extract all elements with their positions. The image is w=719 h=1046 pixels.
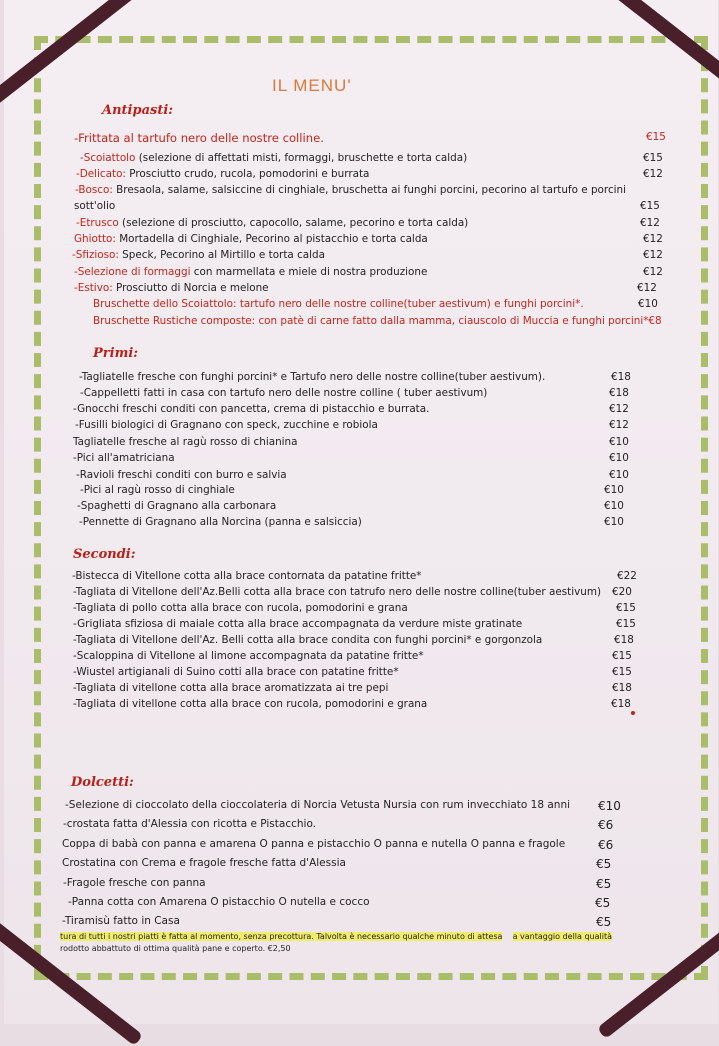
secondi-item-price: €18	[612, 682, 632, 694]
primi-item-name: -Tagliatelle fresche con funghi porcini* e Tartufo nero delle nostre colline(tuber aestivum).	[79, 371, 546, 383]
antipasti-item-price: €12	[643, 249, 663, 261]
antipasti-item-name: -Estivo: Prosciutto di Norcia e melone	[74, 282, 269, 294]
primi-item-price: €10	[609, 436, 629, 448]
dolcetti-item-price: €6	[598, 838, 614, 852]
antipasti-item-price: €15	[643, 152, 663, 164]
primi-item-price: €10	[604, 516, 624, 528]
antipasti-item-price: €12	[643, 168, 663, 180]
secondi-item-name: -Tagliata di Vitellone dell'Az. Belli cotta alla brace condita con funghi porcini* e gorgonzola	[73, 634, 543, 646]
primi-item-price: €10	[604, 484, 624, 496]
secondi-item	[0, 586, 719, 602]
secondi-item-name: -Tagliata di Vitellone dell'Az.Belli cotta alla brace con tatrufo nero delle nostre colline(tuber aestivum)	[73, 586, 601, 598]
primi-item	[0, 419, 719, 435]
primi-item-name: Tagliatelle fresche al ragù rosso di chianina	[73, 436, 298, 448]
secondi-item	[0, 634, 719, 650]
antipasti-item-name: -Etrusco (selezione di prosciutto, capocollo, salame, pecorino e torta calda)	[76, 217, 469, 229]
antipasti-item	[0, 152, 719, 168]
footer-line1-tail: a vantaggio della qualità	[512, 932, 612, 941]
secondi-item-price: €20	[612, 586, 632, 598]
primi-item	[0, 387, 719, 403]
antipasti-item	[0, 200, 719, 216]
primi-item	[0, 371, 719, 387]
primi-item	[0, 469, 719, 485]
secondi-item	[0, 682, 719, 698]
primi-item-price: €10	[609, 452, 629, 464]
antipasti-item	[0, 168, 719, 184]
antipasti-item	[0, 184, 719, 200]
secondi-item-name: -Tagliata di vitellone cotta alla brace aromatizzata ai tre pepi	[73, 682, 389, 694]
dolcetti-item-price: €5	[596, 877, 612, 891]
footer-line1-highlight: tura di tutti i nostri piatti è fatta al momento, senza precottura. Talvolta è necessario qualche minuto di attesa	[60, 932, 503, 941]
secondi-item-name: -Tagliata di pollo cotta alla brace con rucola, pomodorini e grana	[73, 602, 408, 614]
secondi-item	[0, 650, 719, 666]
section-dolcetti: Dolcetti:	[71, 775, 134, 790]
secondi-item-name: -Tagliata di vitellone cotta alla brace con rucola, pomodorini e grana	[73, 698, 428, 710]
antipasti-item-price: €15	[646, 131, 666, 143]
secondi-item-price: €15	[616, 618, 636, 630]
section-primi: Primi:	[93, 346, 139, 361]
dolcetti-item	[0, 818, 719, 834]
antipasti-item-price: €15	[640, 200, 660, 212]
secondi-item-price: €15	[616, 602, 636, 614]
dolcetti-item-name: Crostatina con Crema e fragole fresche fatta d'Alessia	[62, 857, 346, 869]
primi-item-name: -Pici al ragù rosso di cinghiale	[80, 484, 235, 496]
dolcetti-item	[0, 857, 719, 873]
secondi-item-name: -Wiustel artigianali di Suino cotti alla brace con patatine fritte*	[73, 666, 399, 678]
antipasti-item-name: -Scoiattolo (selezione di affettati misti, formaggi, bruschette e torta calda)	[80, 152, 468, 164]
footer-note	[60, 932, 612, 953]
dolcetti-item-price: €10	[598, 799, 621, 813]
dolcetti-item	[0, 877, 719, 893]
secondi-item-price: €18	[611, 698, 631, 710]
antipasti-item	[0, 282, 719, 298]
secondi-item-price: €18	[614, 634, 634, 646]
dolcetti-item-name: -Fragole fresche con panna	[63, 877, 206, 889]
primi-item-name: -Cappelletti fatti in casa con tartufo nero delle nostre colline ( tuber aestivum)	[80, 387, 488, 399]
dolcetti-item-name: Coppa di babà con panna e amarena O panna e pistacchio O panna e nutella O panna e fragole	[62, 838, 566, 850]
primi-item	[0, 403, 719, 419]
antipasti-item-price: €12	[643, 266, 663, 278]
dolcetti-item-name: -Tiramisù fatto in Casa	[62, 915, 180, 927]
primi-item	[0, 452, 719, 468]
primi-item-name: -Pici all'amatriciana	[73, 452, 175, 464]
primi-item-name: -Ravioli freschi conditi con burro e salvia	[76, 469, 287, 481]
menu-title: IL MENU'	[272, 76, 352, 95]
antipasti-item	[0, 233, 719, 249]
antipasti-item-name: Bruschette Rustiche composte: con patè di carne fatto dalla mamma, ciauscolo di Muccia e funghi porcini*€8	[93, 315, 662, 327]
secondi-item-name: -Bistecca di Vitellone cotta alla brace contornata da patatine fritte*	[72, 570, 422, 582]
antipasti-item	[0, 298, 719, 314]
secondi-item	[0, 602, 719, 618]
dolcetti-item	[0, 838, 719, 854]
antipasti-item	[0, 131, 719, 147]
antipasti-item-name: -Delicato: Prosciutto crudo, rucola, pomodorini e burrata	[76, 168, 370, 180]
section-secondi: Secondi:	[73, 547, 136, 562]
antipasti-item-name: sott'olio	[74, 200, 116, 212]
primi-item-name: -Pennette di Gragnano alla Norcina (panna e salsiccia)	[79, 516, 362, 528]
antipasti-item-price: €12	[637, 282, 657, 294]
antipasti-item-price: €10	[638, 298, 658, 310]
antipasti-item-name: Ghiotto: Mortadella di Cinghiale, Pecorino al pistacchio e torta calda	[74, 233, 428, 245]
secondi-item-price: €15	[612, 650, 632, 662]
primi-item-price: €12	[609, 403, 629, 415]
secondi-item	[0, 698, 719, 714]
antipasti-item-name: -Selezione di formaggi con marmellata e miele di nostra produzione	[74, 266, 428, 278]
dolcetti-item-price: €5	[596, 857, 612, 871]
primi-item	[0, 484, 719, 500]
secondi-item	[0, 666, 719, 682]
primi-item-name: -Gnocchi freschi conditi con pancetta, crema di pistacchio e burrata.	[73, 403, 430, 415]
footer-line2: rodotto abbattuto di ottima qualità pane e coperto. €2,50	[60, 944, 291, 953]
primi-item-price: €10	[609, 469, 629, 481]
primi-item-price: €18	[611, 371, 631, 383]
antipasti-item-price: €12	[640, 217, 660, 229]
secondi-item-name: -Grigliata sfiziosa di maiale cotta alla brace accompagnata da verdure miste gratinate	[73, 618, 523, 630]
dolcetti-item-price: €6	[598, 818, 614, 832]
section-antipasti: Antipasti:	[102, 103, 174, 118]
primi-item	[0, 436, 719, 452]
primi-item-name: -Spaghetti di Gragnano alla carbonara	[77, 500, 277, 512]
red-dot	[631, 711, 635, 715]
antipasti-item-name: -Bosco: Bresaola, salame, salsiccine di cinghiale, bruschetta ai funghi porcini, pecorino al tartufo e porcini	[75, 184, 627, 196]
secondi-item-price: €15	[612, 666, 632, 678]
dolcetti-item-price: €5	[595, 896, 611, 910]
dolcetti-item-name: -crostata fatta d'Alessia con ricotta e Pistacchio.	[63, 818, 317, 830]
antipasti-item-name: -Sfizioso: Speck, Pecorino al Mirtillo e torta calda	[72, 249, 325, 261]
primi-item	[0, 500, 719, 516]
antipasti-item-price: €12	[643, 233, 663, 245]
antipasti-item-name: -Frittata al tartufo nero delle nostre colline.	[74, 131, 324, 145]
dolcetti-item	[0, 915, 719, 931]
secondi-item	[0, 618, 719, 634]
primi-item-price: €10	[604, 500, 624, 512]
secondi-item	[0, 570, 719, 586]
dolcetti-item	[0, 799, 719, 815]
secondi-item-price: €22	[617, 570, 637, 582]
antipasti-item	[0, 315, 719, 331]
primi-item-price: €12	[609, 419, 629, 431]
antipasti-item	[0, 266, 719, 282]
dolcetti-item-price: €5	[596, 915, 612, 929]
secondi-item-name: -Scaloppina di Vitellone al limone accompagnata da patatine fritte*	[73, 650, 424, 662]
dolcetti-item-name: -Selezione di cioccolato della cioccolateria di Norcia Vetusta Nursia con rum invecchiato 18 anni	[65, 799, 571, 811]
antipasti-item	[0, 249, 719, 265]
antipasti-item	[0, 217, 719, 233]
antipasti-item-name: Bruschette dello Scoiattolo: tartufo nero delle nostre colline(tuber aestivum) e funghi porcini*.	[93, 298, 584, 310]
dolcetti-item	[0, 896, 719, 912]
dolcetti-item-name: -Panna cotta con Amarena O pistacchio O nutella e cocco	[68, 896, 370, 908]
primi-item-price: €18	[609, 387, 629, 399]
primi-item-name: -Fusilli biologici di Gragnano con speck, zucchine e robiola	[75, 419, 378, 431]
primi-item	[0, 516, 719, 532]
